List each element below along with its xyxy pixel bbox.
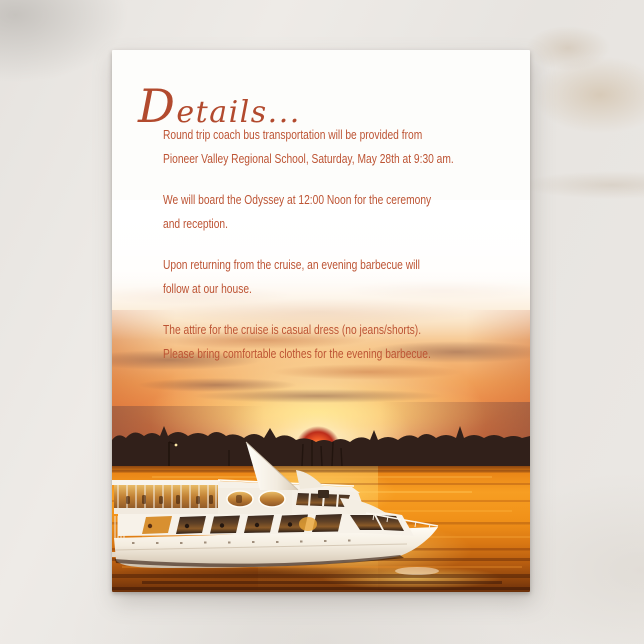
text-line: Please bring comfortable clothes for the evening barbecue. [163, 346, 431, 361]
postcard [112, 50, 530, 592]
detail-paragraph [163, 319, 454, 366]
text-line: Upon returning from the cruise, an evening barbecue will [163, 258, 420, 272]
text-line: The attire for the cruise is casual dress (no jeans/shorts). [163, 323, 422, 337]
text-line: Round trip coach bus transportation will be provided from [163, 128, 423, 142]
detail-paragraph [163, 189, 454, 236]
postcard-content [112, 50, 530, 592]
text-line: follow at our house. [163, 281, 252, 296]
postcard-title: Details... [138, 79, 301, 133]
detail-paragraph [163, 254, 454, 301]
text-line: and reception. [163, 216, 228, 231]
detail-paragraph [163, 124, 454, 171]
text-line: Pioneer Valley Regional School, Saturday, May 28th at 9:30 am. [163, 151, 454, 166]
text-line: We will board the Odyssey at 12:00 Noon for the ceremony [163, 193, 432, 207]
postcard-body [163, 124, 454, 384]
